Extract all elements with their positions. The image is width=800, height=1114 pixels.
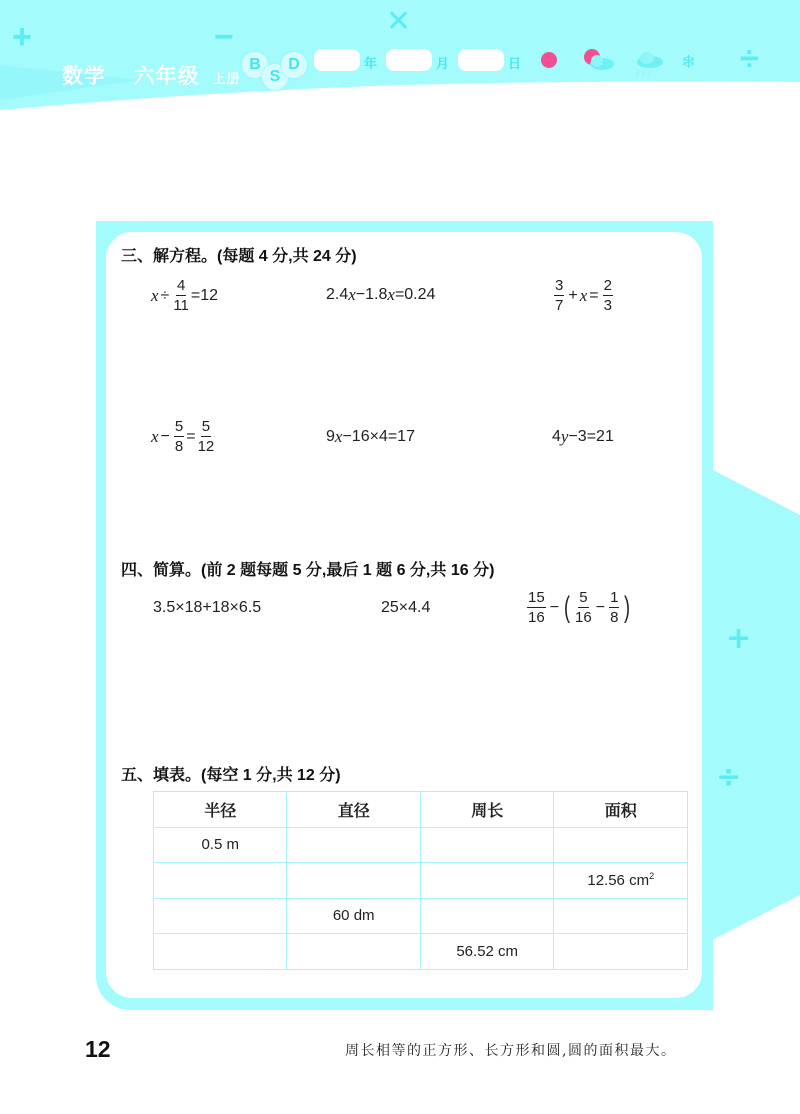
table-cell-blank[interactable]: [154, 934, 287, 970]
table-cell-blank[interactable]: [154, 863, 287, 899]
edition-badge-b: B: [242, 52, 268, 78]
table-row: [154, 827, 688, 863]
table-cell: 60 dm: [287, 898, 420, 934]
table-cell-blank[interactable]: [287, 934, 420, 970]
table-cell: 0.5 m: [154, 827, 287, 863]
day-label: 日: [508, 56, 522, 71]
subject-label: 数学: [62, 65, 106, 88]
section-3-title: 三、解方程。(每题 4 分,共 24 分): [121, 248, 357, 265]
equation-5: 9 x −16×4=17: [326, 427, 415, 446]
page-number: 12: [85, 1036, 111, 1062]
plus-decoration-icon: +: [726, 621, 752, 656]
edition-badge-s: S: [262, 64, 288, 90]
equation-2: 2.4 x −1.8 x =0.24: [326, 285, 436, 304]
table-row: [154, 934, 688, 970]
multiply-decoration-icon: ✕: [386, 5, 412, 38]
table-cell-blank[interactable]: [420, 898, 554, 934]
table-header-row: [154, 792, 688, 828]
divide-decoration-icon: ÷: [740, 40, 759, 78]
circle-table: [153, 791, 688, 970]
header-area: 面积: [554, 792, 688, 828]
table-row: [154, 898, 688, 934]
edition-badge-d: D: [281, 52, 307, 78]
table-cell-blank[interactable]: [420, 863, 554, 899]
minus-decoration-icon: −: [214, 18, 234, 56]
section-4-title: 四、简算。(前 2 题每题 5 分,最后 1 题 6 分,共 16 分): [121, 562, 495, 579]
equation-4: x − $\frac{5}{8}$ = $\frac{5}{12}$: [151, 418, 215, 455]
equation-3: $\frac{3}{7}$ + x = $\frac{2}{3}$: [555, 277, 612, 314]
year-label: 年: [364, 56, 378, 71]
equation-1: x ÷ $\frac{4}{11}$ =12: [151, 277, 219, 314]
table-cell-blank[interactable]: [287, 863, 420, 899]
plus-decoration-icon: +: [12, 18, 32, 56]
header-radius: 半径: [154, 792, 287, 828]
table-cell-blank[interactable]: [420, 827, 554, 863]
footer-tip: 周长相等的正方形、长方形和圆,圆的面积最大。: [345, 1043, 677, 1059]
header-diameter: 直径: [287, 792, 420, 828]
table-cell-blank[interactable]: [287, 827, 420, 863]
equation-6: 4 y −3=21: [552, 427, 614, 446]
section-5-title: 五、填表。(每空 1 分,共 12 分): [121, 767, 341, 784]
problem-2: 25×4.4: [381, 599, 431, 616]
problem-1: 3.5×18+18×6.5: [153, 599, 262, 616]
header-circumference: 周长: [420, 792, 554, 828]
table-cell-blank[interactable]: [554, 898, 688, 934]
table-cell-blank[interactable]: [554, 934, 688, 970]
volume-label: 上册: [212, 71, 241, 86]
snow-icon: ❄: [681, 52, 697, 73]
table-cell: 12.56 $cm^2$: [554, 863, 688, 899]
table-cell: 56.52 cm: [420, 934, 554, 970]
right-paren: ): [624, 590, 631, 624]
grade-label: 六年级: [133, 65, 200, 88]
month-label: 月: [436, 56, 450, 71]
table-cell-blank[interactable]: [154, 898, 287, 934]
problem-3: $\frac{15}{16}$ − ( $\frac{5}{16}$ − $\frac{1}{8}$ ): [528, 589, 631, 626]
left-paren: (: [564, 590, 571, 624]
table-cell-blank[interactable]: [554, 827, 688, 863]
divide-decoration-icon: ÷: [716, 760, 742, 795]
table-row: [154, 863, 688, 899]
